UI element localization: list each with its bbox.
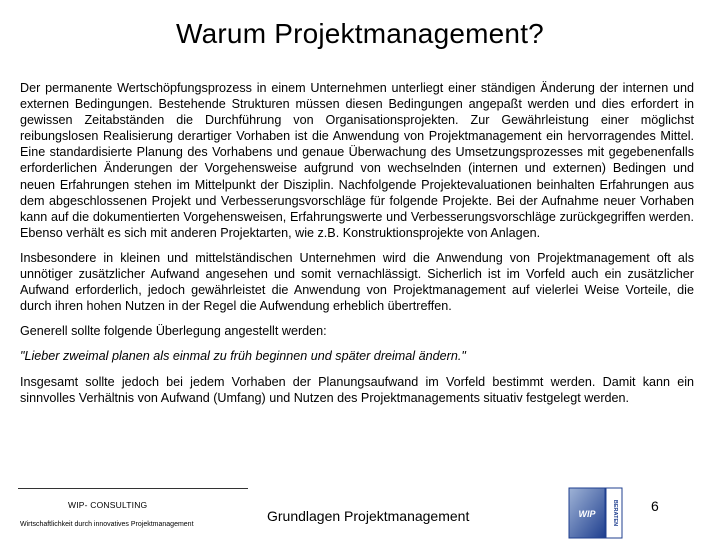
slide-title: Warum Projektmanagement? <box>176 18 544 49</box>
slide-body <box>20 80 694 415</box>
company-name: WIP- CONSULTING <box>68 500 148 510</box>
paragraph-intro: Der permanente Wertschöpfungsprozess in einem Unternehmen unterliegt einer ständigen Änderung der internen und externen Bedingungen. Bestehende Strukturen müssen diesen Bedingungen angepaßt werden und dies erfordert in gewissen Zeitabständen die Durchführung von Organisationsprojekten. Zur Gewährleistung einer möglichst reibungslosen Realisierung derartiger Vorhaben ist die Anwendung von Projektmanagement ein hervorragendes Mittel. Eine standardisierte Planung des Vorhabens und genaue Überwachung des Umsetzungsprozesses mit gegebenenfalls erforderlichen Änderungen der Vorgehensweise aufgrund von wechselnden (internen und externen) Bedingen und neuen Erfahrungen stehen im Mittelpunkt der Disziplin. Nachfolgende Projektevaluationen beinhalten Erfahrungen aus dem abgeschlossenen Projekt und Verbesserungsvorschläge für folgende Projekte. Bei der Aufnahme neuer Vorhaben kann auf die dokumentierten Vorgehensweisen, Erfahrungswerte und Verbesserungsvorschläge zurückgegriffen werden. Ebenso verhält es sich mit anderen Projektarten, wie z.B. Konstruktionsprojekte von Anlagen. <box>20 81 694 240</box>
quote: "Lieber zweimal planen als einmal zu früh beginnen und später dreimal ändern." <box>20 349 466 364</box>
wip-logo <box>568 487 640 539</box>
paragraph-conclusion: Insgesamt sollte jedoch bei jedem Vorhaben der Planungsaufwand im Vorfeld bestimmt werden. Damit kann ein sinnvolles Verhältnis von Aufwand (Umfang) und Nutzen des Projektmanagements situativ festgelegt werden. <box>20 374 694 405</box>
paragraph-sme: Insbesondere in kleinen und mittelständischen Unternehmen wird die Anwendung von Projektmanagement oft als unnötiger zusätzlicher Aufwand angesehen und somit vernachlässigt. Sicherlich ist im Vorfeld auch ein zusätzlicher Aufwand erforderlich, jedoch gewährleistet die Anwendung von Projektmanagement auf vielerlei Weise Vorteile, die durch ihren hohen Nutzen in der Regel die Aufwendung erheblich übertreffen. <box>20 250 694 314</box>
footer-divider <box>18 488 248 489</box>
logo-vertical-text: BERATEN <box>612 499 618 527</box>
logo-text: WIP <box>578 509 596 519</box>
paragraph-consideration: Generell sollte folgende Überlegung angestellt werden: <box>20 324 327 339</box>
footer-title: Grundlagen Projektmanagement <box>267 508 470 524</box>
page-number: 6 <box>651 498 659 514</box>
company-tagline: Wirtschaftlichkeit durch innovatives Projektmanagement <box>20 521 194 528</box>
